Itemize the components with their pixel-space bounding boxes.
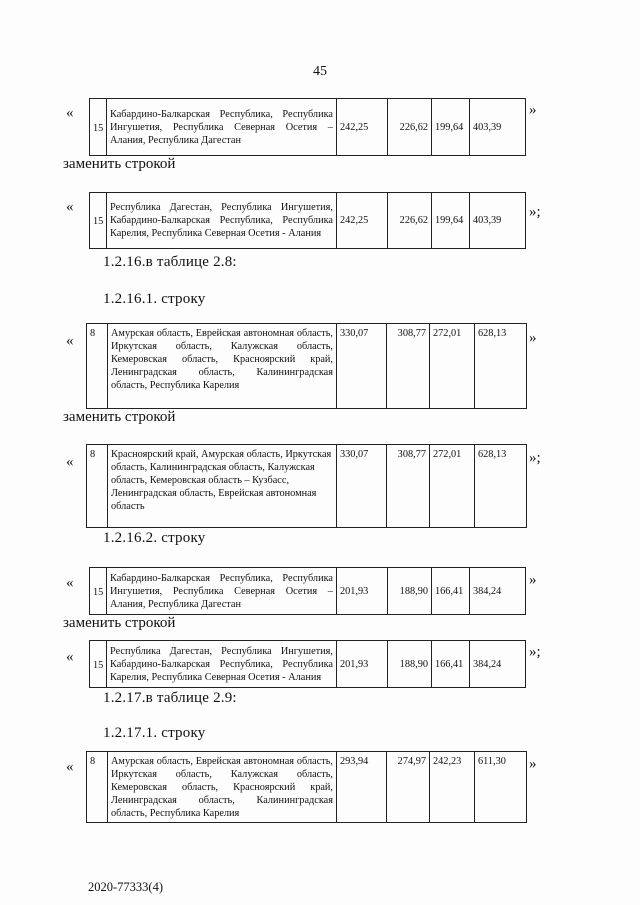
- value-4: 403,39: [470, 99, 526, 156]
- value-1: 242,25: [337, 193, 388, 249]
- row-number: 15: [90, 193, 107, 249]
- value-3: 272,01: [430, 445, 475, 528]
- region-list: Красноярский край, Амурская область, Иркутская область, Калининградская область, Калужская область, Кемеровская область – Кузбасс, Ленинградская область, Еврейская автономная область: [108, 445, 337, 528]
- close-quote: »;: [529, 450, 541, 466]
- close-quote: »;: [529, 644, 541, 660]
- table-row-old-1: [89, 98, 526, 156]
- close-quote: »: [529, 330, 537, 346]
- row-number: 8: [87, 445, 108, 528]
- table-row-new-1: [89, 192, 526, 249]
- section-heading: 1.2.17.1. строку: [103, 725, 206, 741]
- row-number: 15: [90, 568, 107, 615]
- open-quote: «: [66, 454, 74, 470]
- value-1: 293,94: [337, 752, 387, 823]
- page-number: 45: [313, 64, 327, 79]
- value-2: 308,77: [387, 324, 430, 409]
- row-number: 8: [87, 752, 108, 823]
- region-list: Республика Дагестан, Республика Ингушетия, Кабардино-Балкарская Республика, Республика Карелия, Республика Северная Осетия - Алания: [107, 193, 337, 249]
- value-2: 226,62: [388, 193, 432, 249]
- table-row-old-4: [86, 751, 527, 823]
- value-4: 384,24: [470, 641, 526, 688]
- value-3: 166,41: [432, 641, 470, 688]
- value-4: 628,13: [475, 445, 527, 528]
- section-heading: 1.2.16.2. строку: [103, 530, 206, 546]
- value-3: 272,01: [430, 324, 475, 409]
- row-number: 15: [90, 99, 107, 156]
- open-quote: «: [66, 333, 74, 349]
- open-quote: «: [66, 105, 74, 121]
- close-quote: »;: [529, 204, 541, 220]
- value-2: 188,90: [388, 568, 432, 615]
- table-row-old-3: [89, 567, 526, 615]
- value-3: 242,23: [430, 752, 475, 823]
- section-heading: 1.2.16.в таблице 2.8:: [103, 254, 237, 270]
- table-row-new-3: [89, 640, 526, 688]
- value-3: 166,41: [432, 568, 470, 615]
- region-list: Амурская область, Еврейская автономная область, Иркутская область, Калужская область, Кемеровская область, Красноярский край, Ленинградская область, Калининградская область, Республика Карелия: [108, 324, 337, 409]
- replace-instruction: заменить строкой: [63, 409, 176, 425]
- value-2: 308,77: [387, 445, 430, 528]
- open-quote: «: [66, 199, 74, 215]
- close-quote: »: [529, 102, 537, 118]
- replace-instruction: заменить строкой: [63, 615, 176, 631]
- replace-instruction: заменить строкой: [63, 156, 176, 172]
- value-4: 403,39: [470, 193, 526, 249]
- section-heading: 1.2.17.в таблице 2.9:: [103, 690, 237, 706]
- value-2: 274,97: [387, 752, 430, 823]
- value-4: 611,30: [475, 752, 527, 823]
- value-4: 628,13: [475, 324, 527, 409]
- value-4: 384,24: [470, 568, 526, 615]
- open-quote: «: [66, 759, 74, 775]
- value-1: 330,07: [337, 324, 387, 409]
- value-2: 188,90: [388, 641, 432, 688]
- region-list: Кабардино-Балкарская Республика, Республика Ингушетия, Республика Северная Осетия – Алания, Республика Дагестан: [107, 568, 337, 615]
- section-heading: 1.2.16.1. строку: [103, 291, 206, 307]
- region-list: Республика Дагестан, Республика Ингушетия, Кабардино-Балкарская Республика, Республика Карелия, Республика Северная Осетия - Алания: [107, 641, 337, 688]
- region-list: Амурская область, Еврейская автономная область, Иркутская область, Калужская область, Кемеровская область, Красноярский край, Ленинградская область, Калининградская область, Республика Карелия: [108, 752, 337, 823]
- value-1: 330,07: [337, 445, 387, 528]
- value-1: 201,93: [337, 641, 388, 688]
- value-1: 201,93: [337, 568, 388, 615]
- row-number: 15: [90, 641, 107, 688]
- value-3: 199,64: [432, 99, 470, 156]
- table-row-old-2: [86, 323, 527, 409]
- open-quote: «: [66, 575, 74, 591]
- row-number: 8: [87, 324, 108, 409]
- close-quote: »: [529, 756, 537, 772]
- region-list: Кабардино-Балкарская Республика, Республика Ингушетия, Республика Северная Осетия – Алания, Республика Дагестан: [107, 99, 337, 156]
- open-quote: «: [66, 649, 74, 665]
- document-code-footer: 2020-77333(4): [88, 880, 163, 894]
- value-3: 199,64: [432, 193, 470, 249]
- value-2: 226,62: [388, 99, 432, 156]
- table-row-new-2: [86, 444, 527, 528]
- value-1: 242,25: [337, 99, 388, 156]
- close-quote: »: [529, 572, 537, 588]
